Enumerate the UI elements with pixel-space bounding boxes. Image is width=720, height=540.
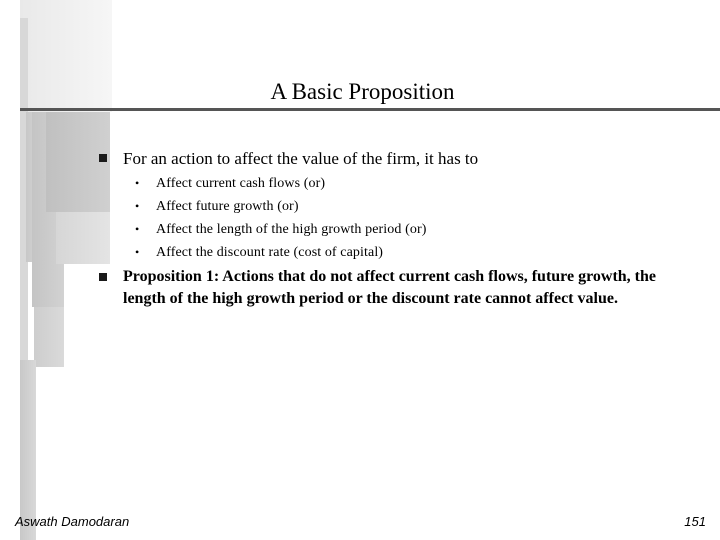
proposition-text: Proposition 1: Actions that do not affect current cash flows, future growth, the length of the high growth period or the discount rate cannot affect value. (123, 268, 657, 307)
bullet-dot-icon: • (135, 245, 140, 259)
sub-bullet-item (132, 241, 426, 264)
sub-bullet-text: Affect current cash flows (or) (156, 176, 326, 191)
bullet-point: For an action to affect the value of the firm, it has to (123, 149, 479, 168)
footer-author: Aswath Damodaran (15, 514, 130, 529)
sub-bullet-text: Affect future growth (or) (156, 199, 299, 214)
slide-title: A Basic Proposition (270, 79, 455, 104)
bullet-dot-icon: • (135, 222, 140, 236)
decorative-bar (56, 212, 110, 264)
page-number: 151 (684, 514, 706, 529)
decorative-bar (34, 307, 64, 367)
decorative-bar (20, 360, 36, 540)
title-divider (20, 108, 720, 111)
decorative-bar (20, 0, 112, 112)
bullet-dot-icon: • (135, 199, 140, 213)
sub-bullet-item (132, 172, 426, 195)
decorative-bar (46, 112, 110, 212)
sub-bullet-text: Affect the length of the high growth period (or) (156, 222, 427, 237)
bullet-dot-icon: • (135, 176, 140, 190)
sub-bullet-text: Affect the discount rate (cost of capital) (156, 245, 384, 260)
sub-bullet-item (132, 218, 426, 241)
square-bullet-icon (99, 273, 107, 281)
square-bullet-icon (99, 154, 107, 162)
sub-bullet-list (132, 172, 426, 264)
sub-bullet-item (132, 195, 426, 218)
